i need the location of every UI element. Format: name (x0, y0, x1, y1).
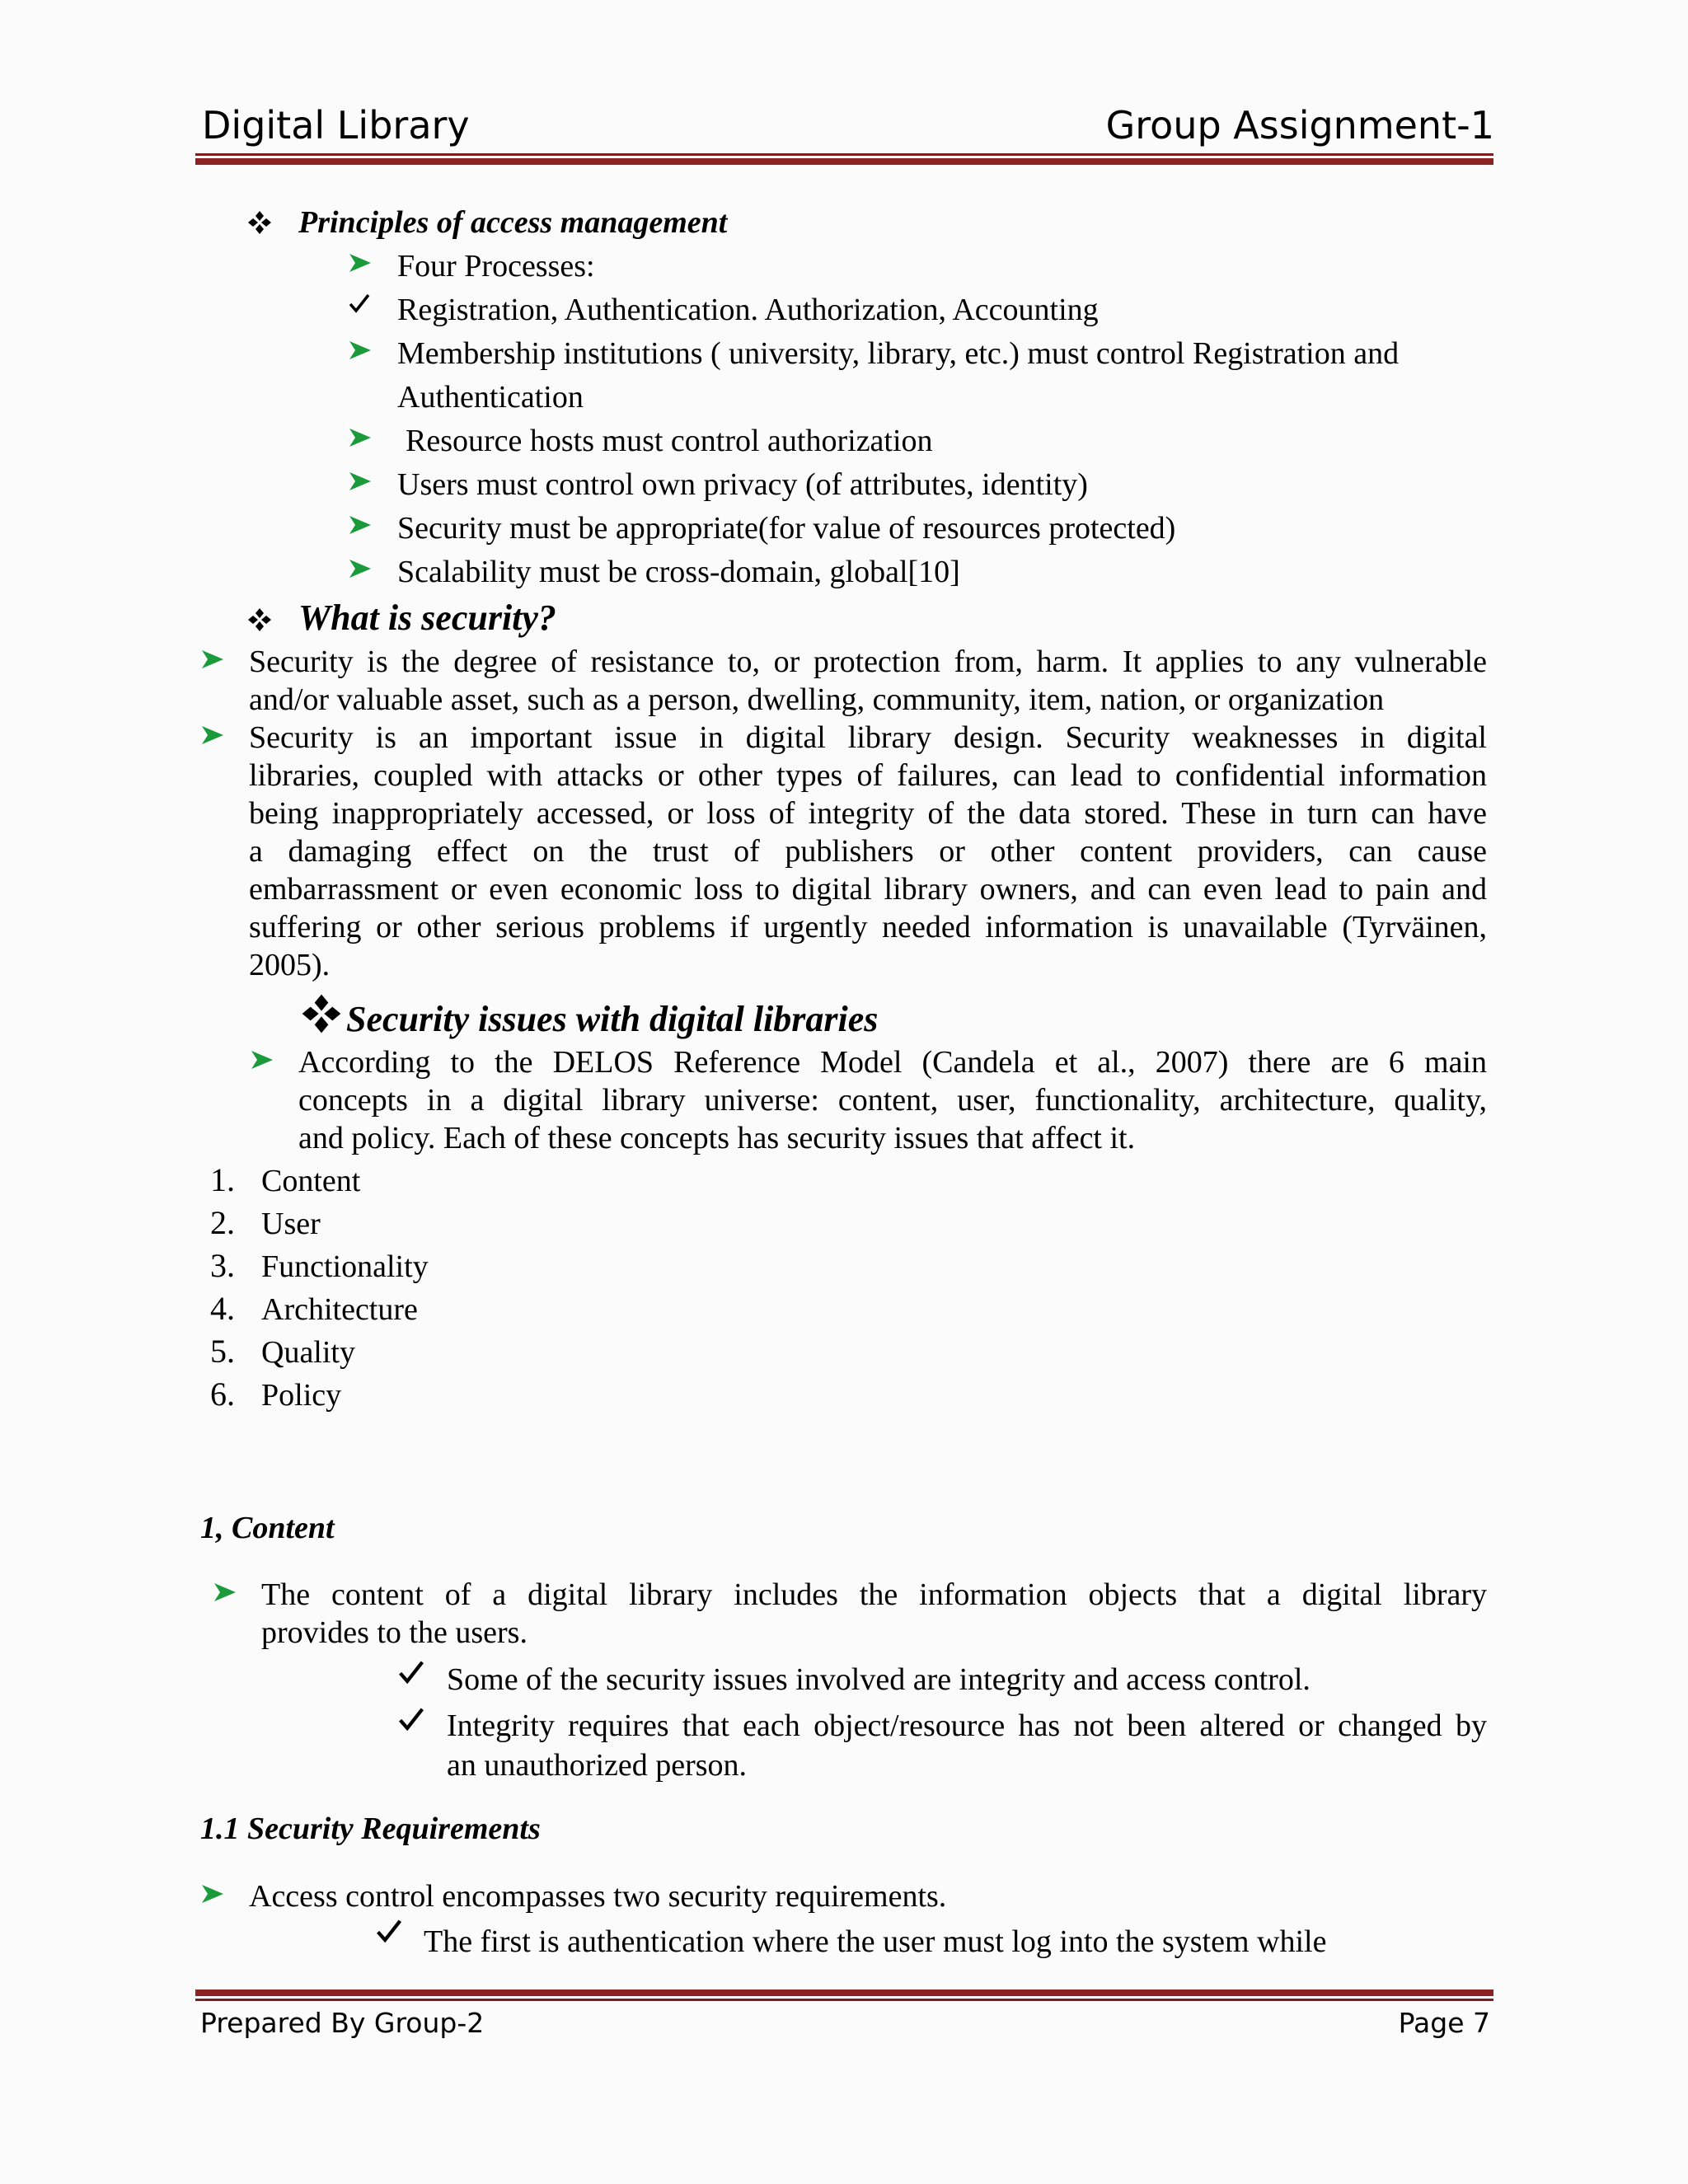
principles-item-3: Membership institutions ( university, library, etc.) must control Registration and (397, 336, 1400, 371)
security-para-2-line-2: libraries, coupled with attacks or other types of failures, can lead to confidential information (249, 758, 1487, 793)
arrow-bullet-icon (200, 724, 225, 746)
list-number: 4. (210, 1290, 235, 1327)
issues-para-line-1: According to the DELOS Reference Model (Candela et al., 2007) there are 6 main (298, 1045, 1487, 1080)
security-para-2-line-4: a damaging effect on the trust of publishers or other content providers, can cause (249, 834, 1487, 869)
content-check-2-line-2: an unauthorized person. (447, 1748, 748, 1783)
security-para-2-line-7: 2005). (249, 948, 331, 982)
principles-item-5: Users must control own privacy (of attributes, identity) (397, 467, 1088, 502)
diamond-bullet-icon (301, 993, 342, 1034)
principles-item-2: Registration, Authentication. Authorization, Accounting (397, 293, 1099, 327)
arrow-bullet-icon (348, 252, 373, 274)
issues-heading: Security issues with digital libraries (346, 999, 879, 1039)
footer-page-number: Page 7 (1398, 2007, 1490, 2039)
arrow-bullet-icon (213, 1582, 237, 1603)
security-heading: What is security? (298, 598, 556, 638)
list-number: 6. (210, 1376, 235, 1413)
arrow-bullet-icon (200, 649, 225, 670)
diamond-bullet-icon (247, 607, 272, 632)
security-para-1-line-2: and/or valuable asset, such as a person, dwelling, community, item, nation, or organization (249, 682, 1385, 717)
footer-rule-thin (195, 1999, 1493, 2001)
content-check-1: Some of the security issues involved are integrity and access control. (447, 1662, 1311, 1697)
requirements-para: Access control encompasses two security requirements. (249, 1879, 947, 1914)
list-item-architecture: Architecture (261, 1292, 418, 1327)
principles-item-4: Resource hosts must control authorization (406, 424, 933, 458)
list-item-policy: Policy (261, 1378, 342, 1413)
header-rule-thick (195, 158, 1493, 165)
list-number: 3. (210, 1247, 235, 1284)
header-assignment: Group Assignment-1 (1105, 103, 1494, 148)
security-para-2-line-3: being inappropriately accessed, or loss of integrity of the data stored. These in turn can have (249, 796, 1487, 831)
footer-rule-thick (195, 1990, 1493, 1996)
list-item-quality: Quality (261, 1335, 355, 1370)
arrow-bullet-icon (348, 427, 373, 448)
principles-heading: Principles of access management (298, 205, 728, 240)
list-item-functionality: Functionality (261, 1249, 429, 1284)
issues-para-line-2: concepts in a digital library universe: content, user, functionality, architecture, quality, (298, 1083, 1487, 1118)
security-para-2-line-5: embarrassment or even economic loss to digital library owners, and can even lead to pain and (249, 872, 1487, 907)
list-item-content: Content (261, 1164, 361, 1198)
checkmark-bullet-icon (375, 1917, 403, 1945)
requirements-check-1: The first is authentication where the user must log into the system while (424, 1924, 1327, 1959)
checkmark-bullet-icon (397, 1658, 425, 1686)
arrow-bullet-icon (348, 558, 373, 579)
content-para-line-1: The content of a digital library includes the information objects that a digital library (261, 1577, 1487, 1612)
list-item-user: User (261, 1207, 321, 1241)
security-para-2-line-6: suffering or other serious problems if urgently needed information is unavailable (Tyrväinen, (249, 910, 1487, 944)
header-title: Digital Library (202, 103, 470, 148)
security-para-1-line-1: Security is the degree of resistance to, or protection from, harm. It applies to any vulnerable (249, 644, 1487, 679)
arrow-bullet-icon (200, 1883, 225, 1905)
arrow-bullet-icon (348, 471, 373, 492)
content-heading: 1, Content (200, 1511, 335, 1545)
list-number: 5. (210, 1333, 235, 1370)
checkmark-bullet-icon (348, 292, 371, 315)
arrow-bullet-icon (348, 340, 373, 361)
content-para-line-2: provides to the users. (261, 1615, 528, 1650)
arrow-bullet-icon (348, 514, 373, 536)
checkmark-bullet-icon (397, 1705, 425, 1733)
footer-prepared-by: Prepared By Group-2 (200, 2007, 485, 2039)
diamond-bullet-icon (247, 210, 272, 235)
content-check-2-line-1: Integrity requires that each object/resource has not been altered or changed by (447, 1708, 1487, 1743)
principles-item-3-cont: Authentication (397, 380, 584, 415)
security-para-2-line-1: Security is an important issue in digital library design. Security weaknesses in digital (249, 720, 1487, 755)
header-rule-thin (195, 153, 1493, 156)
list-number: 2. (210, 1204, 235, 1241)
principles-item-1: Four Processes: (397, 249, 595, 284)
principles-item-7: Scalability must be cross-domain, global[10] (397, 555, 960, 589)
principles-item-6: Security must be appropriate(for value of resources protected) (397, 511, 1176, 546)
requirements-heading: 1.1 Security Requirements (200, 1811, 541, 1846)
issues-para-line-3: and policy. Each of these concepts has security issues that affect it. (298, 1121, 1136, 1155)
list-number: 1. (210, 1161, 235, 1198)
arrow-bullet-icon (250, 1049, 274, 1071)
